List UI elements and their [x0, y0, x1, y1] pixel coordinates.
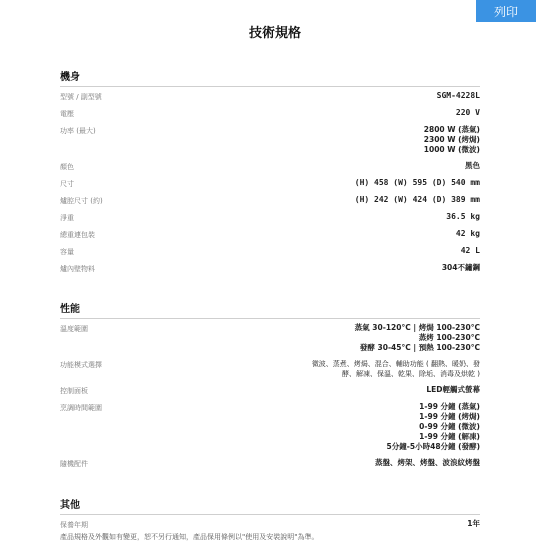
spec-row [60, 161, 480, 172]
spec-value-line: 蒸盤、烤架、烤盤、波浪紋烤盤 [375, 458, 480, 467]
spec-value [387, 402, 480, 452]
spec-rows [60, 323, 480, 469]
spec-label: 溫度範圍 [60, 325, 88, 333]
spec-row [60, 91, 480, 102]
spec-label: 電壓 [60, 110, 74, 118]
spec-label: 隨機配件 [60, 460, 88, 468]
spec-value [312, 359, 480, 379]
spec-value-line: 220 V [455, 108, 480, 117]
spec-label: 功率 (最大) [60, 127, 96, 135]
spec-value [467, 519, 480, 529]
spec-label: 功能模式選擇 [60, 361, 102, 369]
section-title: 機身 [60, 68, 480, 87]
spec-rows [60, 519, 480, 530]
spec-value-line: 黑色 [465, 161, 480, 170]
spec-label: 尺寸 [60, 180, 74, 188]
spec-row [60, 402, 480, 452]
spec-value [461, 246, 480, 256]
spec-row [60, 323, 480, 353]
spec-value-line: (H) 458 (W) 595 (D) 540 mm [354, 178, 480, 187]
section-body [60, 68, 480, 280]
spec-value [456, 229, 480, 239]
spec-row [60, 125, 480, 155]
spec-label: 型號 / 副型號 [60, 93, 102, 101]
spec-value-line: 1-99 分鐘 (蒸氣) [419, 402, 480, 411]
spec-label: 總重連包裝 [60, 231, 95, 239]
spec-value-line: 微波、蒸煮、烤焗、混合、輔助功能 ( 翻熱、暖奶、發 [311, 360, 480, 368]
spec-label: 控制面板 [60, 387, 88, 395]
spec-value-line: LED輕觸式螢幕 [426, 385, 480, 394]
spec-row [60, 385, 480, 396]
spec-value-line: 2800 W (蒸氣) [423, 125, 480, 134]
section-other [60, 496, 480, 536]
spec-value-line: 酵、解凍、保溫、乾果、除垢、消毒及烘乾 ) [342, 370, 480, 378]
spec-value-line: 42 L [460, 246, 480, 255]
spec-row [60, 263, 480, 274]
section-title: 性能 [60, 300, 480, 319]
spec-value-line: 蒸氣 30-120°C | 烤焗 100-230°C [354, 323, 480, 332]
spec-row [60, 458, 480, 469]
spec-row [60, 246, 480, 257]
spec-value-line: 1年 [467, 519, 480, 528]
spec-label: 烹調時間範圍 [60, 404, 102, 412]
spec-label: 淨重 [60, 214, 74, 222]
spec-value [355, 178, 480, 188]
spec-rows [60, 91, 480, 274]
spec-value-line: 1-99 分鐘 (烤焗) [419, 412, 480, 421]
spec-row [60, 178, 480, 189]
spec-value-line: 304不鏽鋼 [441, 263, 480, 272]
spec-label: 爐腔尺寸 (約) [60, 197, 103, 205]
spec-value [446, 212, 480, 222]
spec-value-line: 1000 W (微波) [423, 145, 480, 154]
spec-label: 爐內壁物料 [60, 265, 95, 273]
spec-value-line: 36.5 kg [446, 212, 480, 221]
spec-label: 顏色 [60, 163, 74, 171]
spec-row [60, 195, 480, 206]
footer-note: 產品規格及外觀如有變更，恕不另行通知，產品保用條例以"使用及安裝說明"為準。 [60, 533, 319, 541]
spec-value-line: 2300 W (烤焗) [423, 135, 480, 144]
spec-label: 容量 [60, 248, 74, 256]
spec-value-line: SGM-4228L [436, 91, 480, 100]
spec-value-line: (H) 242 (W) 424 (D) 389 mm [354, 195, 480, 204]
spec-row [60, 519, 480, 530]
spec-value-line: 0-99 分鐘 (微波) [419, 422, 480, 431]
spec-value [456, 108, 480, 118]
spec-value [426, 385, 480, 395]
spec-value-line: 蒸烤 100-230°C [418, 333, 480, 342]
spec-label: 保養年期 [60, 521, 88, 529]
spec-value-line: 42 kg [455, 229, 480, 238]
print-button[interactable]: 列印 [476, 0, 536, 22]
section-performance [60, 300, 480, 475]
spec-value [375, 458, 480, 468]
spec-value-line: 1-99 分鐘 (解凍) [419, 432, 480, 441]
page-title: 技術規格 [248, 26, 301, 41]
section-title: 其他 [60, 496, 480, 515]
spec-value [355, 323, 480, 353]
spec-value [424, 125, 480, 155]
spec-value-line: 5分鐘-5小時48分鐘 (發酵) [386, 442, 480, 451]
spec-row [60, 108, 480, 119]
spec-value [437, 91, 480, 101]
spec-value [442, 263, 480, 273]
spec-value-line: 發酵 30-45°C | 預熱 100-230°C [359, 343, 480, 352]
spec-value [355, 195, 480, 205]
spec-value [465, 161, 480, 171]
spec-row [60, 212, 480, 223]
spec-row [60, 229, 480, 240]
spec-row [60, 359, 480, 379]
